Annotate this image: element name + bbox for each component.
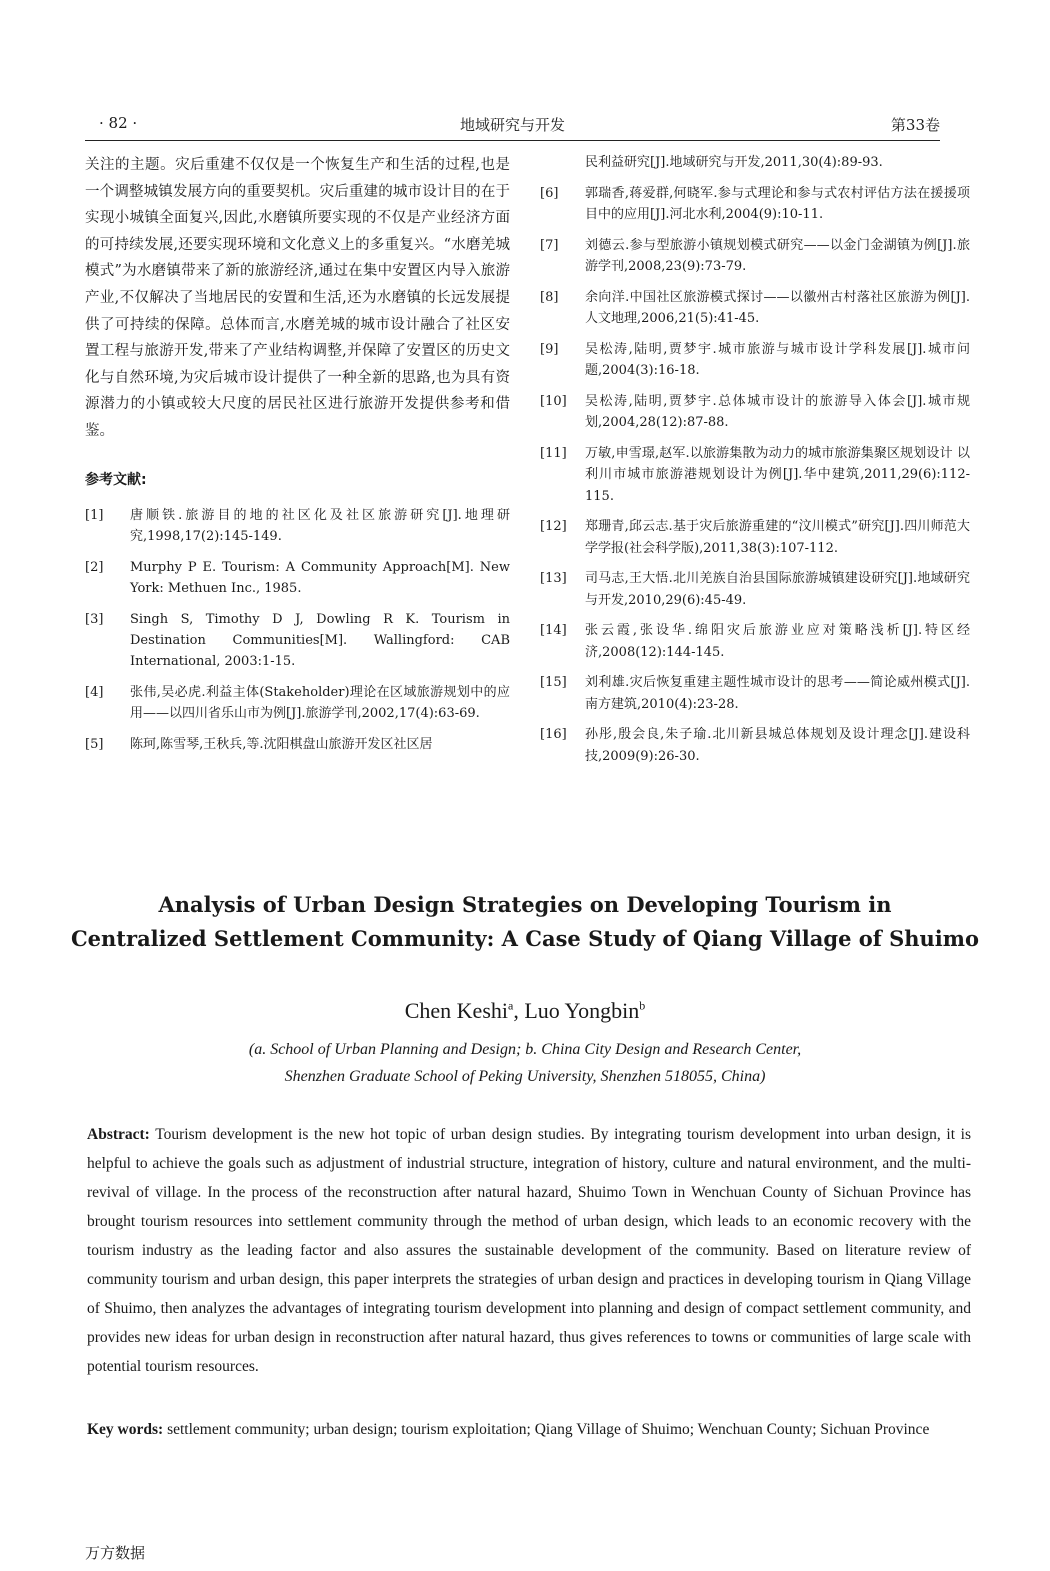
keywords-text: settlement community; urban design; tourism exploitation; Qiang Village of Shuimo; Wenchuan County; Sichuan Province <box>163 1421 930 1438</box>
reference-item <box>540 391 970 434</box>
reference-item <box>540 620 970 663</box>
reference-item <box>85 682 510 724</box>
reference-number: [16] <box>540 727 567 742</box>
english-title-line: Analysis of Urban Design Strategies on Developing Tourism in <box>158 892 892 917</box>
keywords <box>87 1415 971 1444</box>
authors <box>0 998 1050 1024</box>
running-header <box>85 112 940 141</box>
reference-text: 唐顺铁.旅游目的地的社区化及社区旅游研究[J].地理研究,1998,17(2):145-149. <box>130 508 510 545</box>
right-column <box>540 152 970 776</box>
reference-number: [10] <box>540 393 567 409</box>
references-list-left <box>85 505 510 755</box>
footer-watermark: 万方数据 <box>85 1544 146 1562</box>
author-name: Luo Yongbin <box>524 998 640 1023</box>
reference-number: [9] <box>540 341 559 357</box>
reference-number: [13] <box>540 571 567 586</box>
abstract-label: Abstract: <box>87 1126 150 1143</box>
reference-text: 郭瑞香,蒋爱群,何晓军.参与式理论和参与式农村评估方法在援援项目中的应用[J].河北水利,2004(9):10-11. <box>585 185 970 222</box>
body-paragraph: 关注的主题。灾后重建不仅仅是一个恢复生产和生活的过程,也是一个调整城镇发展方向的重要契机。灾后重建的城市设计目的在于实现小城镇全面复兴,因此,水磨镇所要实现的不仅是产业经济方面的可持续发展,还要实现环境和文化意义上的多重复兴。“水磨羌城模式”为水磨镇带来了新的旅游经济,通过在集中安置区内导入旅游产业,不仅解决了当地居民的安置和生活,还为水磨镇的长远发展提供了可持续的保障。总体而言,水磨羌城的城市设计融合了社区安置工程与旅游开发,带来了产业结构调整,并保障了安置区的历史文化与自然环境,为灾后城市设计提供了一种全新的思路,也为具有资源潜力的小镇或较大尺度的居民社区进行旅游开发提供参考和借鉴。 <box>85 157 510 439</box>
reference-item <box>540 287 970 330</box>
reference-number: [7] <box>540 237 559 253</box>
reference-text: 孙彤,殷会良,朱子瑜.北川新县城总体规划及设计理念[J].建设科技,2009(9):26-30. <box>585 727 970 764</box>
reference-item <box>85 557 510 599</box>
reference-item <box>540 516 970 559</box>
reference-item <box>540 235 970 278</box>
reference-number: [12] <box>540 519 567 534</box>
reference-text: Murphy P E. Tourism: A Community Approach[M]. New York: Methuen Inc., 1985. <box>130 560 510 597</box>
reference-number: [6] <box>540 185 559 201</box>
reference-item <box>540 672 970 715</box>
reference-text: 刘德云.参与型旅游小镇规划模式研究——以金门金湖镇为例[J].旅游学刊,2008,23(9):73-79. <box>585 237 970 274</box>
affiliation <box>0 1036 1050 1090</box>
reference-text: 郑珊青,邱云志.基于灾后旅游重建的“汶川模式”研究[J].四川师范大学学报(社会科学版),2011,38(3):107-112. <box>585 519 970 556</box>
reference-number: [1] <box>85 508 104 524</box>
reference-text: 张伟,吴必虎.利益主体(Stakeholder)理论在区域旅游规划中的应用——以四川省乐山市为例[J].旅游学刊,2002,17(4):63-69. <box>130 685 510 722</box>
keywords-label: Key words: <box>87 1421 164 1438</box>
reference-number: [15] <box>540 675 567 690</box>
affiliation-line: Shenzhen Graduate School of Peking University, Shenzhen 518055, China) <box>284 1068 766 1085</box>
reference-item <box>540 443 970 508</box>
reference-number: [2] <box>85 560 104 576</box>
left-column <box>85 152 510 765</box>
reference-item <box>540 183 970 226</box>
page-number: · 82 · <box>99 114 138 132</box>
reference-text: Singh S, Timothy D J, Dowling R K. Tourism in Destination Communities[M]. Wallingford: CAB International, 2003:1-15. <box>130 612 510 670</box>
reference-number: [14] <box>540 623 567 638</box>
author-separator: , <box>513 998 525 1023</box>
references-title: 参考文献: <box>85 471 147 488</box>
abstract <box>87 1120 971 1381</box>
reference-item <box>540 724 970 767</box>
reference-text: 余向洋.中国社区旅游模式探讨——以徽州古村落社区旅游为例[J].人文地理,2006,21(5):41-45. <box>585 289 970 326</box>
abstract-text: Tourism development is the new hot topic of urban design studies. By integrating tourism development into urban design, it is helpful to achieve the goals such as adjustment of industrial structure, integration of history, culture and natural environment, and the multi-revival of village. In the process of the reconstruction after natural hazard, Shuimo Town in Wenchuan County of Sichuan Province has brought tourism resources into settlement community through the method of urban design, which leads to an economic recovery with the tourism industry as the leading factor and also assures the sustainable development of the community. Based on literature review of community tourism and urban design, this paper interprets the strategies of urban design and practices in developing tourism in Qiang Village of Shuimo, then analyzes the advantages of integrating tourism development into planning and design of compact settlement community, and provides new ideas for urban design in reconstruction after natural hazard, thus gives references to towns or communities of large scale with potential tourism resources. <box>87 1126 971 1375</box>
reference-text: 民利益研究[J].地域研究与开发,2011,30(4):89-93. <box>585 155 883 170</box>
reference-item <box>85 505 510 547</box>
author-affiliation-mark: a <box>508 998 514 1013</box>
reference-number: [8] <box>540 289 559 305</box>
reference-text: 陈珂,陈雪琴,王秋兵,等.沈阳棋盘山旅游开发区社区居 <box>130 737 433 753</box>
reference-number: [5] <box>85 737 104 753</box>
reference-item <box>540 339 970 382</box>
english-title-line: Centralized Settlement Community: A Case Study of Qiang Village of Shuimo <box>70 926 980 951</box>
reference-text: 万敏,申雪璟,赵军.以旅游集散为动力的城市旅游集聚区规划设计 以利川市城市旅游港规划设计为例[J].华中建筑,2011,29(6):112-115. <box>585 445 970 504</box>
reference-number: [11] <box>540 445 567 461</box>
reference-number: [4] <box>85 685 104 701</box>
english-title <box>60 888 990 956</box>
reference-item <box>85 734 510 755</box>
journal-name: 地域研究与开发 <box>459 116 565 134</box>
author-affiliation-mark: b <box>639 998 646 1013</box>
reference-text: 吴松涛,陆明,贾梦宇.总体城市设计的旅游导入体会[J].城市规划,2004,28(12):87-88. <box>585 393 970 430</box>
reference-text: 刘利雄.灾后恢复重建主题性城市设计的思考——简论威州模式[J].南方建筑,2010(4):23-28. <box>585 675 970 712</box>
reference-number: [3] <box>85 612 104 628</box>
affiliation-line: (a. School of Urban Planning and Design; b. China City Design and Research Center, <box>248 1041 802 1058</box>
reference-text: 吴松涛,陆明,贾梦宇.城市旅游与城市设计学科发展[J].城市问题,2004(3):16-18. <box>585 341 970 378</box>
reference-item <box>540 152 970 174</box>
reference-item <box>85 609 510 672</box>
reference-text: 司马志,王大悟.北川羌族自治县国际旅游城镇建设研究[J].地域研究与开发,2010,29(6):45-49. <box>585 571 970 608</box>
reference-item <box>540 568 970 611</box>
reference-text: 张云霞,张设华.绵阳灾后旅游业应对策略浅析[J].特区经济,2008(12):144-145. <box>585 623 970 660</box>
volume-label: 第33卷 <box>890 116 940 134</box>
author-name: Chen Keshi <box>404 998 508 1023</box>
